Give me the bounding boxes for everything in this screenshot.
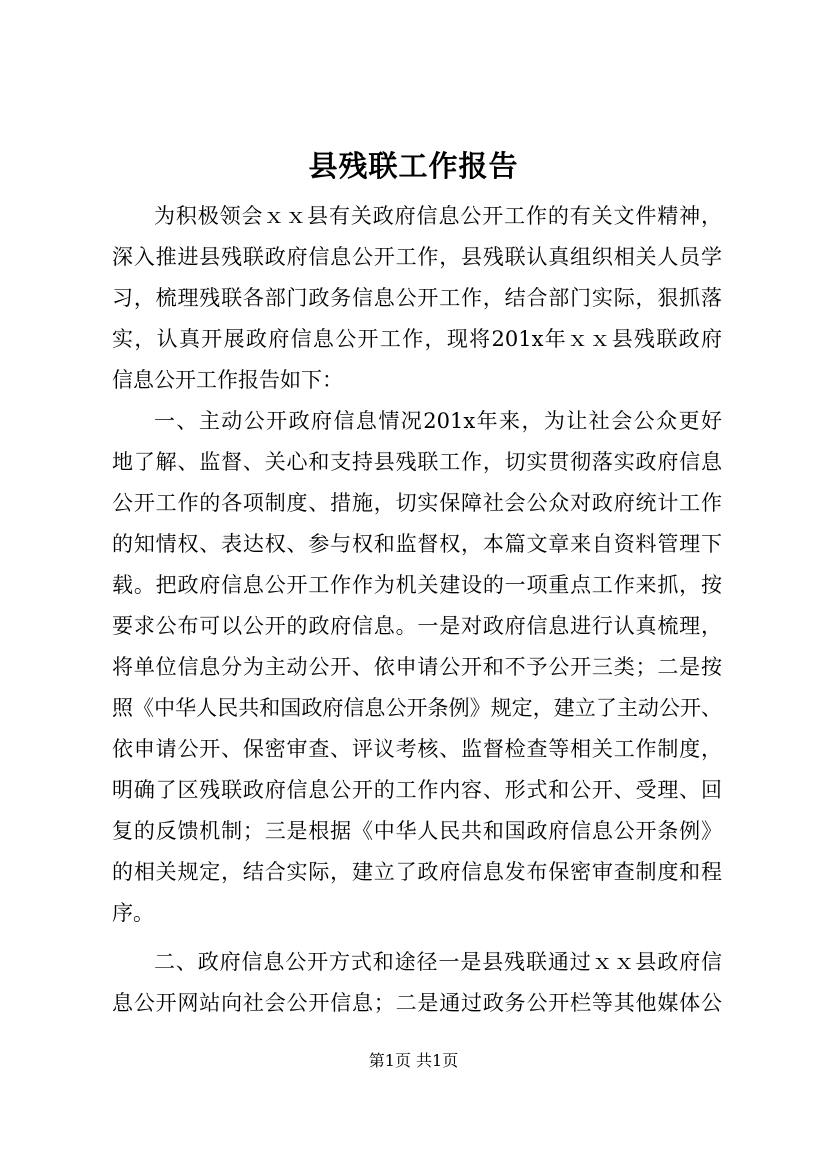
paragraph-2-line: 要求公布可以公开的政府信息。一是对政府信息进行认真梳理， xyxy=(112,614,722,638)
paragraph-3-line: 二、政府信息公开方式和途径一是县残联通过ｘｘ县政府信 xyxy=(154,950,722,974)
paragraph-2-line: 的知情权、表达权、参与权和监督权，本篇文章来自资料管理下 xyxy=(112,532,722,556)
paragraph-2-line: 依申请公开、保密审查、评议考核、监督检查等相关工作制度， xyxy=(112,737,722,761)
paragraph-2-line: 公开工作的各项制度、措施，切实保障社会公众对政府统计工作 xyxy=(112,491,722,515)
paragraph-1-line: 深入推进县残联政府信息公开工作，县残联认真组织相关人员学 xyxy=(112,245,722,269)
paragraph-2-line: 将单位信息分为主动公开、依申请公开和不予公开三类；二是按 xyxy=(112,655,722,679)
paragraph-2-line: 序。 xyxy=(112,901,154,925)
paragraph-2-line: 一、主动公开政府信息情况201x年来，为让社会公众更好 xyxy=(154,409,722,433)
paragraph-3-line: 息公开网站向社会公开信息；二是通过政务公开栏等其他媒体公 xyxy=(112,991,722,1015)
paragraph-2-line: 载。把政府信息公开工作作为机关建设的一项重点工作来抓，按 xyxy=(112,573,722,597)
paragraph-2-line: 复的反馈机制；三是根据《中华人民共和国政府信息公开条例》 xyxy=(112,819,722,843)
paragraph-2-line: 照《中华人民共和国政府信息公开条例》规定，建立了主动公开、 xyxy=(112,696,722,720)
paragraph-2-line: 明确了区残联政府信息公开的工作内容、形式和公开、受理、回 xyxy=(112,778,722,802)
paragraph-1-line: 实，认真开展政府信息公开工作，现将201x年ｘｘ县残联政府 xyxy=(112,327,722,351)
paragraph-2-line: 的相关规定，结合实际，建立了政府信息发布保密审查制度和程 xyxy=(112,860,722,884)
document-body xyxy=(112,196,722,1024)
document-title: 县残联工作报告 xyxy=(308,149,519,183)
paragraph-1-line: 为积极领会ｘｘ县有关政府信息公开工作的有关文件精神， xyxy=(154,204,722,228)
paragraph-1-line: 信息公开工作报告如下： xyxy=(112,368,343,392)
paragraph-1-line: 习，梳理残联各部门政务信息公开工作，结合部门实际，狠抓落 xyxy=(112,286,722,310)
page-number-footer: 第1页 共1页 xyxy=(368,1051,459,1070)
paragraph-2-line: 地了解、监督、关心和支持县残联工作，切实贯彻落实政府信息 xyxy=(112,450,722,474)
